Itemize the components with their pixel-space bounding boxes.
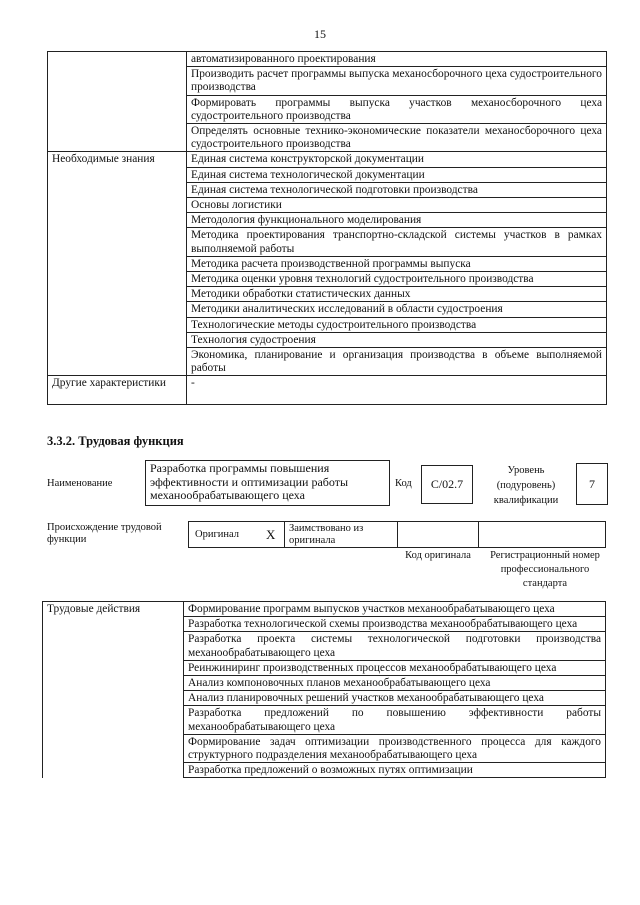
row-label xyxy=(43,706,184,734)
row-label xyxy=(43,617,184,632)
original-code-cell xyxy=(397,521,479,548)
row-text: Технология судостроения xyxy=(187,332,607,347)
origin-label: Происхождение трудовой функции xyxy=(47,522,162,545)
row-label xyxy=(48,95,187,123)
row-text: Экономика, планирование и организация производства в объеме выполняемой работы xyxy=(187,348,607,376)
row-text: Разработка технологической схемы производства механообрабатывающего цеха xyxy=(184,617,606,632)
row-text: Методика проектирования транспортно-складской системы участков в рамках выполняемой работы xyxy=(187,228,607,256)
name-label: Наименование xyxy=(47,478,113,489)
table-row xyxy=(48,213,607,228)
row-label: Трудовые действия xyxy=(43,602,184,617)
row-label xyxy=(48,272,187,287)
row-text: Единая система технологической документации xyxy=(187,167,607,182)
table-row xyxy=(43,602,606,617)
row-text: Единая система технологической подготовки производства xyxy=(187,182,607,197)
code-label: Код xyxy=(395,478,412,489)
row-text: Методика оценки уровня технологий судостроительного производства xyxy=(187,272,607,287)
row-label xyxy=(48,302,187,317)
row-label xyxy=(48,124,187,152)
row-text: Методология функционального моделирования xyxy=(187,213,607,228)
table-row xyxy=(48,376,607,405)
table-row xyxy=(48,348,607,376)
table-row xyxy=(43,660,606,675)
original-label: Оригинал xyxy=(195,529,239,540)
table-row xyxy=(43,617,606,632)
row-text: автоматизированного проектирования xyxy=(187,52,607,67)
code-caption: Код оригинала xyxy=(405,550,471,561)
knowledge-table xyxy=(47,51,607,405)
row-text: - xyxy=(187,376,607,405)
row-text: Производить расчет программы выпуска механосборочного цеха судостроительного производства xyxy=(187,67,607,95)
row-text: Определять основные технико-экономические показатели механосборочного цеха судостроительного производства xyxy=(187,124,607,152)
table-row xyxy=(48,167,607,182)
row-text: Анализ планировочных решений участков механообрабатывающего цеха xyxy=(184,691,606,706)
table-row xyxy=(43,676,606,691)
table-row xyxy=(48,198,607,213)
table-row xyxy=(48,272,607,287)
row-text: Единая система конструкторской документации xyxy=(187,152,607,167)
table-row xyxy=(48,52,607,67)
page-number: 15 xyxy=(314,27,326,41)
table-row xyxy=(48,124,607,152)
borrowed-label: Заимствовано из оригинала xyxy=(284,521,398,548)
section-title: 3.3.2. Трудовая функция xyxy=(47,434,184,448)
table-row xyxy=(48,302,607,317)
row-text: Формирование программ выпусков участков механообрабатывающего цеха xyxy=(184,602,606,617)
row-label xyxy=(48,228,187,256)
row-label: Другие характеристики xyxy=(48,376,187,405)
original-cell xyxy=(188,521,285,548)
table-row xyxy=(43,691,606,706)
row-text: Разработка предложений по повышению эффективности работы механообрабатывающего цеха xyxy=(184,706,606,734)
origin-table xyxy=(188,521,606,548)
table-row xyxy=(43,706,606,734)
level-label: Уровень (подуровень) квалификации xyxy=(493,465,559,506)
row-label xyxy=(48,198,187,213)
level-value: 7 xyxy=(576,463,608,505)
row-label xyxy=(48,213,187,228)
original-mark: X xyxy=(266,527,276,542)
row-label xyxy=(43,676,184,691)
function-code-value: C/02.7 xyxy=(421,465,473,504)
table-row xyxy=(48,152,607,167)
row-label xyxy=(48,348,187,376)
row-label xyxy=(48,182,187,197)
row-label xyxy=(48,287,187,302)
row-text: Технологические методы судостроительного производства xyxy=(187,317,607,332)
row-label xyxy=(48,317,187,332)
row-label xyxy=(43,763,184,778)
table-row xyxy=(48,67,607,95)
table-row xyxy=(43,632,606,660)
row-text: Методика расчета производственной программы выпуска xyxy=(187,256,607,271)
table-row xyxy=(48,287,607,302)
function-name-value: Разработка программы повышения эффективности и оптимизации работы механообрабатывающего цеха xyxy=(145,460,390,506)
row-text: Методики аналитических исследований в области судостроения xyxy=(187,302,607,317)
reg-number-cell xyxy=(478,521,606,548)
row-label xyxy=(48,332,187,347)
table-row xyxy=(43,734,606,762)
row-text: Разработка проекта системы технологической подготовки производства механообрабатывающего цеха xyxy=(184,632,606,660)
table-row xyxy=(48,317,607,332)
row-text: Формировать программы выпуска участков механосборочного цеха судостроительного производства xyxy=(187,95,607,123)
table-row xyxy=(48,95,607,123)
row-label xyxy=(43,734,184,762)
row-text: Анализ компоновочных планов механообрабатывающего цеха xyxy=(184,676,606,691)
row-text: Методики обработки статистических данных xyxy=(187,287,607,302)
labor-actions-table xyxy=(42,601,606,778)
row-label xyxy=(48,52,187,67)
table-row xyxy=(48,332,607,347)
row-label: Необходимые знания xyxy=(48,152,187,167)
row-label xyxy=(43,691,184,706)
reg-caption: Регистрационный номер профессионального стандарта xyxy=(490,550,600,589)
row-label xyxy=(48,67,187,95)
row-label xyxy=(48,256,187,271)
row-text: Основы логистики xyxy=(187,198,607,213)
table-row xyxy=(48,256,607,271)
row-label xyxy=(48,167,187,182)
table-row xyxy=(48,182,607,197)
row-text: Формирование задач оптимизации производственного процесса для каждого структурного подразделения механообрабатывающего цеха xyxy=(184,734,606,762)
row-text: Разработка предложений о возможных путях оптимизации xyxy=(184,763,606,778)
row-label xyxy=(43,660,184,675)
table-row xyxy=(43,763,606,778)
row-label xyxy=(43,632,184,660)
row-text: Реинжиниринг производственных процессов механообрабатывающего цеха xyxy=(184,660,606,675)
table-row xyxy=(48,228,607,256)
